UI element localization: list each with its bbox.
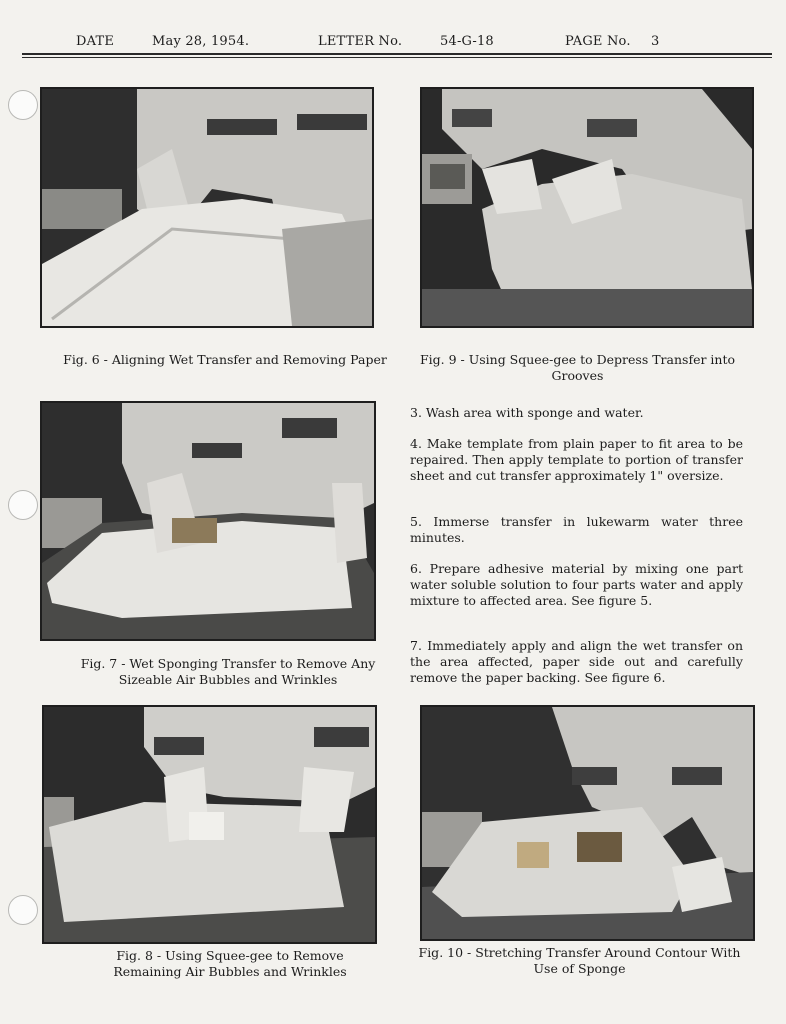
figure-6-photo [40, 87, 374, 328]
page-header [20, 34, 772, 54]
figure-8-photo [42, 705, 377, 944]
step-7: 7. Immediately apply and align the wet transfer on the area affected, paper side out and carefully remove the paper backing. See figure 6. [410, 638, 743, 685]
letter-value: 54-G-18 [440, 34, 494, 49]
figure-7-photo [40, 401, 376, 641]
header-rule [22, 53, 772, 55]
date-value: May 28, 1954. [152, 34, 250, 49]
date-label: DATE [76, 34, 115, 49]
binder-hole [8, 490, 38, 520]
step-5: 5. Immerse transfer in lukewarm water three minutes. [410, 514, 743, 545]
figure-9-photo [420, 87, 754, 328]
figure-7-caption: Fig. 7 - Wet Sponging Transfer to Remove Any Sizeable Air Bubbles and Wrinkles [80, 656, 376, 687]
letter-label: LETTER No. [318, 34, 403, 49]
figure-10-photo [420, 705, 755, 941]
header-rule-thin [22, 57, 772, 58]
figure-8-caption: Fig. 8 - Using Squee-gee to Remove Remaining Air Bubbles and Wrinkles [113, 948, 347, 979]
figure-10-caption: Fig. 10 - Stretching Transfer Around Contour With Use of Sponge [418, 945, 741, 976]
step-4: 4. Make template from plain paper to fit area to be repaired. Then apply template to portion of transfer sheet and cut transfer approximately 1" oversize. [410, 436, 743, 483]
figure-9-caption: Fig. 9 - Using Squee-gee to Depress Transfer into Grooves [419, 352, 736, 383]
figure-6-caption: Fig. 6 - Aligning Wet Transfer and Removing Paper [63, 352, 387, 367]
step-6: 6. Prepare adhesive material by mixing one part water soluble solution to four parts water and apply mixture to affected area. See figure 5. [410, 561, 743, 608]
binder-hole [8, 90, 38, 120]
step-3: 3. Wash area with sponge and water. [410, 405, 644, 420]
binder-hole [8, 895, 38, 925]
page-label: PAGE No. [565, 34, 631, 49]
page-value: 3 [651, 34, 660, 49]
